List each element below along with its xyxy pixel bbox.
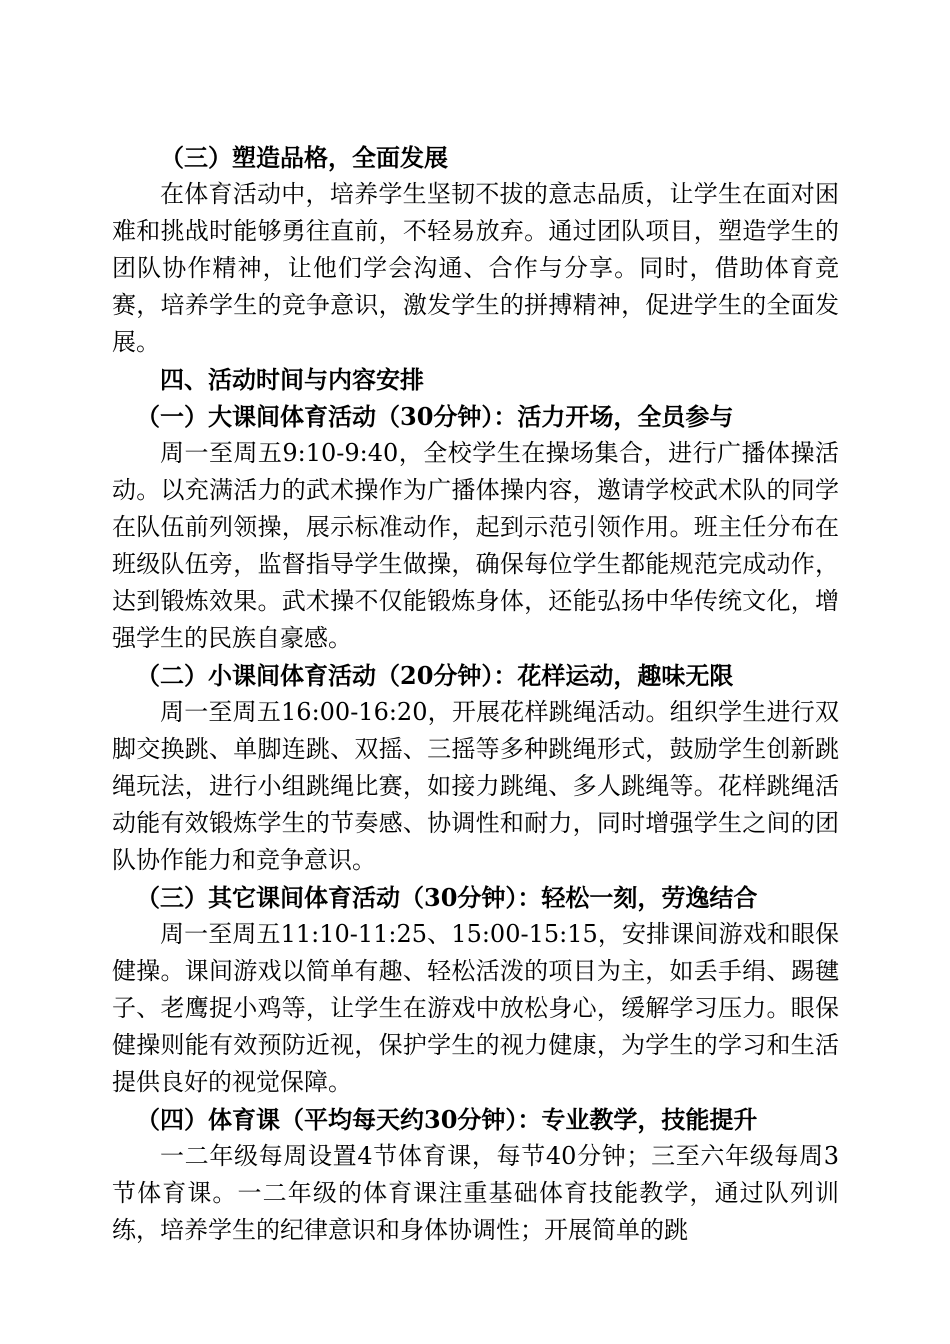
subheading-other-break-activity: （三）其它课间体育活动（30分钟）：轻松一刻，劳逸结合 bbox=[136, 883, 758, 912]
paragraph-other-break-activity: 周一至周五11:10-11:25、15:00-15:15，安排课间游戏和眼保健操。课间游戏以简单有趣、轻松活泼的项目为主，如丢手绢、踢毽子、老鹰捉小鸡等，让学生在游戏中放松身心，缓解学习压力。眼保健操则能有效预防近视，保护学生的视力健康，为学生的学习和生活提供良好的视觉保障。 bbox=[112, 920, 839, 1096]
paragraph-character-building: 在体育活动中，培养学生坚韧不拔的意志品质，让学生在面对困难和挑战时能够勇往直前，不轻易放弃。通过团队项目，塑造学生的团队协作精神，让他们学会沟通、合作与分享。同时，借助体育竞赛，培养学生的竞争意识，激发学生的拼搏精神，促进学生的全面发展。 bbox=[112, 180, 839, 356]
paragraph-small-break-activity: 周一至周五16:00-16:20，开展花样跳绳活动。组织学生进行双脚交换跳、单脚连跳、双摇、三摇等多种跳绳形式，鼓励学生创新跳绳玩法，进行小组跳绳比赛，如接力跳绳、多人跳绳等。花样跳绳活动能有效锻炼学生的节奏感、协调性和耐力，同时增强学生之间的团队协作能力和竞争意识。 bbox=[112, 698, 839, 874]
subheading-small-break-activity: （二）小课间体育活动（20分钟）：花样运动，趣味无限 bbox=[136, 661, 734, 690]
paragraph-pe-class: 一二年级每周设置4节体育课，每节40分钟；三至六年级每周3节体育课。一二年级的体育课注重基础体育技能教学，通过队列训练，培养学生的纪律意识和身体协调性；开展简单的跳 bbox=[112, 1142, 839, 1244]
subheading-pe-class: （四）体育课（平均每天约30分钟）：专业教学，技能提升 bbox=[136, 1105, 758, 1134]
subheading-big-break-activity: （一）大课间体育活动（30分钟）：活力开场，全员参与 bbox=[136, 402, 734, 431]
paragraph-big-break-activity: 周一至周五9:10-9:40，全校学生在操场集合，进行广播体操活动。以充满活力的武术操作为广播体操内容，邀请学校武术队的同学在队伍前列领操，展示标准动作，起到示范引领作用。班主任分布在班级队伍旁，监督指导学生做操，确保每位学生都能规范完成动作，达到锻炼效果。武术操不仅能锻炼身体，还能弘扬中华传统文化，增强学生的民族自豪感。 bbox=[112, 439, 839, 652]
section-heading-schedule: 四、活动时间与内容安排 bbox=[160, 365, 424, 394]
document-page bbox=[112, 139, 839, 1249]
section-heading-shape-character: （三）塑造品格，全面发展 bbox=[160, 143, 448, 172]
